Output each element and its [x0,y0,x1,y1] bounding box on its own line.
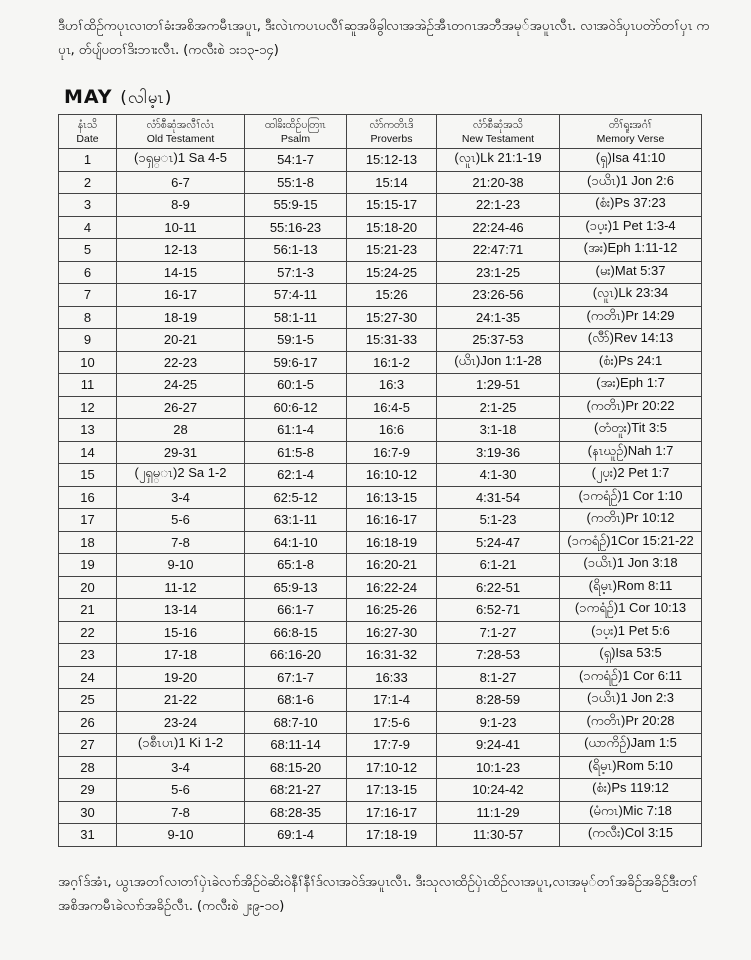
cell-proverbs: 16:31-32 [347,644,437,667]
cell-memory-verse: (၁ယိၤ)1 Jon 2:6 [560,171,702,194]
cell-old-testament: 7-8 [117,531,245,554]
cell-old-testament: 26-27 [117,396,245,419]
cell-memory-verse: (၁ပ့း)1 Pet 5:6 [560,621,702,644]
cell-date: 4 [59,216,117,239]
cell-date: 15 [59,464,117,487]
table-row [59,194,702,217]
month-heading [64,86,172,112]
cell-new-testament: 3:1-18 [437,419,560,442]
cell-old-testament: 19-20 [117,666,245,689]
cell-old-testament: 5-6 [117,779,245,802]
cell-new-testament: (ယိၤ)Jon 1:1-28 [437,351,560,374]
cell-memory-verse: (ရှ)Isa 41:10 [560,149,702,172]
header-psalm [245,115,347,149]
cell-proverbs: 15:12-13 [347,149,437,172]
cell-memory-verse: (မံကၤ)Mic 7:18 [560,801,702,824]
cell-date: 7 [59,284,117,307]
table-row [59,509,702,532]
cell-new-testament: 10:1-23 [437,756,560,779]
cell-proverbs: 17:18-19 [347,824,437,847]
cell-new-testament: 7:28-53 [437,644,560,667]
cell-new-testament: 2:1-25 [437,396,560,419]
cell-psalm: 64:1-10 [245,531,347,554]
cell-new-testament: 7:1-27 [437,621,560,644]
cell-psalm: 65:1-8 [245,554,347,577]
header-new-testament [437,115,560,149]
cell-new-testament: 24:1-35 [437,306,560,329]
cell-memory-verse: (ကလီး)Col 3:15 [560,824,702,847]
cell-psalm: 66:1-7 [245,599,347,622]
cell-memory-verse: (လီာ်)Rev 14:13 [560,329,702,352]
table-header-row [59,115,702,149]
cell-new-testament: 5:24-47 [437,531,560,554]
table-row [59,329,702,352]
cell-old-testament: (၂ရှမ္ၤ)2 Sa 1-2 [117,464,245,487]
cell-new-testament: 22:24-46 [437,216,560,239]
cell-old-testament: 9-10 [117,824,245,847]
cell-old-testament: 23-24 [117,711,245,734]
cell-new-testament: 4:31-54 [437,486,560,509]
cell-old-testament: 20-21 [117,329,245,352]
cell-psalm: 60:6-12 [245,396,347,419]
header-old-testament-english: Old Testament [146,132,215,145]
closing-paragraph: အဂ့ၢ်ဒ်အံၤ, ယွၤအတၢ်လၢတၢ်ပှဲၤခဲလၢာ်အိဉ်ဝဲဆိးဝဲနီၢ်နီၢ်ဒ်လၢအဝဲဒ်အပူၤလီၤ. ဒီးသုလၢထိဉ်ပှဲၤထိဉ်လၢအပူၤ,လၢအမု်တၢ်အခိဉ်အခိဉ်ဒီးတၢ် အစိအကမီၤခဲလၢာ်အခိဉ်လီၤ. (ကလီးစဲ ၂း၉-၁၀) [58,874,698,914]
cell-new-testament: 4:1-30 [437,464,560,487]
cell-old-testament: 8-9 [117,194,245,217]
cell-new-testament: 21:20-38 [437,171,560,194]
table-body [59,149,702,847]
cell-new-testament: 1:29-51 [437,374,560,397]
cell-memory-verse: (၁ယိၤ)1 Jon 2:3 [560,689,702,712]
header-old-testament [117,115,245,149]
cell-psalm: 68:7-10 [245,711,347,734]
table-row [59,531,702,554]
cell-date: 23 [59,644,117,667]
cell-proverbs: 16:16-17 [347,509,437,532]
cell-new-testament: 9:24-41 [437,734,560,757]
cell-date: 24 [59,666,117,689]
cell-new-testament: (လူၤ)Lk 21:1-19 [437,149,560,172]
cell-date: 18 [59,531,117,554]
cell-date: 13 [59,419,117,442]
table-row [59,621,702,644]
cell-proverbs: 16:10-12 [347,464,437,487]
cell-proverbs: 17:13-15 [347,779,437,802]
header-psalm-english: Psalm [280,132,311,145]
cell-proverbs: 16:3 [347,374,437,397]
header-date [59,115,117,149]
cell-psalm: 60:1-5 [245,374,347,397]
cell-old-testament: 18-19 [117,306,245,329]
intro-paragraph: ဒီဟၢ်ထိဉ်ကပုၤလၢတၢ်ခံးအစိအကမီၤအပူၤ, ဒီးလဲၤကပၤပလီၢ်ဆူအဖိခွါလၢအအဲဉ်အီၤတဂၤအဘီအမု်အပူၤလီၤ. လၢအဝဲဒ်ပှၤပတဲာ်တၢ်ပှၤ ကပုၤ, တ်ပျ်ပတၢ်ဒိးဘၢးလီၤ. (ကလီးစဲ ၁း၁၃-၁၄) [58,18,710,58]
cell-memory-verse: (ကတိၤ)Pr 20:22 [560,396,702,419]
cell-date: 1 [59,149,117,172]
cell-memory-verse: (လူၤ)Lk 23:34 [560,284,702,307]
table-row [59,239,702,262]
cell-proverbs: 17:10-12 [347,756,437,779]
cell-memory-verse: (ကတိၤ)Pr 20:28 [560,711,702,734]
cell-memory-verse: (အး)Eph 1:11-12 [560,239,702,262]
cell-date: 17 [59,509,117,532]
table-row [59,441,702,464]
cell-new-testament: 6:52-71 [437,599,560,622]
cell-proverbs: 15:26 [347,284,437,307]
cell-psalm: 62:1-4 [245,464,347,487]
cell-new-testament: 23:26-56 [437,284,560,307]
cell-memory-verse: (ယာကိဉ်)Jam 1:5 [560,734,702,757]
table-row [59,216,702,239]
header-date-english: Date [76,132,99,145]
header-new-testament-karen: လံာ်စီဆုံအသိ [472,118,523,131]
cell-date: 28 [59,756,117,779]
cell-psalm: 62:5-12 [245,486,347,509]
cell-memory-verse: (၁ပ့း)1 Pet 1:3-4 [560,216,702,239]
cell-date: 29 [59,779,117,802]
cell-proverbs: 16:27-30 [347,621,437,644]
cell-psalm: 61:5-8 [245,441,347,464]
month-name: MAY [64,86,113,108]
cell-psalm: 65:9-13 [245,576,347,599]
cell-new-testament: 10:24-42 [437,779,560,802]
cell-old-testament: 6-7 [117,171,245,194]
cell-date: 25 [59,689,117,712]
cell-psalm: 55:9-15 [245,194,347,217]
cell-old-testament: 7-8 [117,801,245,824]
cell-old-testament: 3-4 [117,756,245,779]
cell-new-testament: 6:1-21 [437,554,560,577]
cell-psalm: 56:1-13 [245,239,347,262]
cell-date: 12 [59,396,117,419]
cell-old-testament: 12-13 [117,239,245,262]
header-old-testament-karen: လံာ်စီဆုံအလီၢ်လံၤ [146,118,215,131]
cell-old-testament: (၁ရှမ္ၤ)1 Sa 4-5 [117,149,245,172]
cell-psalm: 59:1-5 [245,329,347,352]
cell-date: 16 [59,486,117,509]
table-row [59,486,702,509]
cell-psalm: 54:1-7 [245,149,347,172]
cell-date: 21 [59,599,117,622]
cell-old-testament: 29-31 [117,441,245,464]
cell-date: 14 [59,441,117,464]
header-psalm-karen: ထါခိးထိဉ်ပတြၢၤ [264,118,327,131]
cell-psalm: 55:1-8 [245,171,347,194]
cell-proverbs: 15:31-33 [347,329,437,352]
cell-date: 8 [59,306,117,329]
cell-new-testament: 23:1-25 [437,261,560,284]
cell-old-testament: 10-11 [117,216,245,239]
cell-new-testament: 22:47:71 [437,239,560,262]
table-row [59,554,702,577]
table-row [59,261,702,284]
table-row [59,711,702,734]
cell-memory-verse: (ကတိၤ)Pr 10:12 [560,509,702,532]
cell-psalm: 67:1-7 [245,666,347,689]
cell-new-testament: 8:28-59 [437,689,560,712]
cell-proverbs: 16:1-2 [347,351,437,374]
cell-memory-verse: (အး)Eph 1:7 [560,374,702,397]
cell-date: 6 [59,261,117,284]
cell-proverbs: 15:27-30 [347,306,437,329]
cell-new-testament: 11:1-29 [437,801,560,824]
table-row [59,824,702,847]
cell-date: 9 [59,329,117,352]
header-date-karen: နံၤသိ [77,118,98,131]
table-row [59,779,702,802]
table-row [59,374,702,397]
cell-memory-verse: (၁ယိၤ)1 Jon 3:18 [560,554,702,577]
cell-new-testament: 5:1-23 [437,509,560,532]
cell-psalm: 68:21-27 [245,779,347,802]
cell-date: 19 [59,554,117,577]
cell-psalm: 68:1-6 [245,689,347,712]
cell-proverbs: 16:33 [347,666,437,689]
cell-psalm: 58:1-11 [245,306,347,329]
cell-proverbs: 17:5-6 [347,711,437,734]
table-row [59,306,702,329]
table-row [59,396,702,419]
cell-memory-verse: (၁ကရံဉ်)1 Cor 6:11 [560,666,702,689]
cell-date: 31 [59,824,117,847]
cell-psalm: 61:1-4 [245,419,347,442]
cell-date: 3 [59,194,117,217]
cell-date: 30 [59,801,117,824]
cell-psalm: 69:1-4 [245,824,347,847]
cell-memory-verse: (စံး)Ps 37:23 [560,194,702,217]
cell-new-testament: 25:37-53 [437,329,560,352]
cell-new-testament: 6:22-51 [437,576,560,599]
cell-old-testament: 24-25 [117,374,245,397]
cell-proverbs: 15:15-17 [347,194,437,217]
cell-proverbs: 17:7-9 [347,734,437,757]
table-row [59,149,702,172]
cell-old-testament: 16-17 [117,284,245,307]
cell-new-testament: 22:1-23 [437,194,560,217]
header-proverbs [347,115,437,149]
cell-date: 27 [59,734,117,757]
cell-new-testament: 3:19-36 [437,441,560,464]
cell-proverbs: 16:25-26 [347,599,437,622]
cell-psalm: 66:8-15 [245,621,347,644]
cell-old-testament: 9-10 [117,554,245,577]
cell-proverbs: 16:7-9 [347,441,437,464]
cell-old-testament: (၁စီၤပၤ)1 Ki 1-2 [117,734,245,757]
cell-proverbs: 15:24-25 [347,261,437,284]
table-row [59,351,702,374]
cell-proverbs: 15:14 [347,171,437,194]
cell-proverbs: 16:22-24 [347,576,437,599]
cell-old-testament: 15-16 [117,621,245,644]
cell-psalm: 57:1-3 [245,261,347,284]
cell-old-testament: 28 [117,419,245,442]
header-memory-verse-english: Memory Verse [596,132,665,145]
cell-proverbs: 16:4-5 [347,396,437,419]
cell-date: 5 [59,239,117,262]
cell-memory-verse: (ကတိၤ)Pr 14:29 [560,306,702,329]
cell-old-testament: 13-14 [117,599,245,622]
cell-memory-verse: (နၤဃူဉ်)Nah 1:7 [560,441,702,464]
cell-psalm: 68:15-20 [245,756,347,779]
header-memory-verse [560,115,702,149]
cell-date: 11 [59,374,117,397]
cell-psalm: 59:6-17 [245,351,347,374]
table-row [59,734,702,757]
cell-old-testament: 3-4 [117,486,245,509]
cell-memory-verse: (စံး)Ps 24:1 [560,351,702,374]
cell-proverbs: 16:6 [347,419,437,442]
table-row [59,464,702,487]
header-new-testament-english: New Testament [461,132,535,145]
table-row [59,689,702,712]
cell-psalm: 63:1-11 [245,509,347,532]
cell-old-testament: 5-6 [117,509,245,532]
table-row [59,756,702,779]
header-memory-verse-karen: တိၢ်ရူးအဂံၢ် [608,118,653,131]
cell-memory-verse: (၁ကရံဉ်)1 Cor 1:10 [560,486,702,509]
cell-old-testament: 17-18 [117,644,245,667]
cell-memory-verse: (ရှ)Isa 53:5 [560,644,702,667]
cell-proverbs: 17:1-4 [347,689,437,712]
cell-memory-verse: (၁ကရံဉ်)1 Cor 10:13 [560,599,702,622]
table-row [59,576,702,599]
table-row [59,801,702,824]
cell-memory-verse: (ရိမ့ၤ)Rom 8:11 [560,576,702,599]
cell-proverbs: 16:18-19 [347,531,437,554]
table-row [59,419,702,442]
cell-old-testament: 21-22 [117,689,245,712]
reading-plan-table [58,114,702,847]
cell-memory-verse: (၁ကရံဉ်)1Cor 15:21-22 [560,531,702,554]
cell-memory-verse: (ရိမ့ၤ)Rom 5:10 [560,756,702,779]
cell-old-testament: 11-12 [117,576,245,599]
cell-memory-verse: (တံတူး)Tit 3:5 [560,419,702,442]
cell-psalm: 66:16-20 [245,644,347,667]
cell-old-testament: 14-15 [117,261,245,284]
month-name-karen: (လါမ့ၤ) [120,88,173,108]
cell-proverbs: 16:13-15 [347,486,437,509]
table-row [59,644,702,667]
cell-proverbs: 15:18-20 [347,216,437,239]
cell-memory-verse: (စံး)Ps 119:12 [560,779,702,802]
cell-date: 2 [59,171,117,194]
table-row [59,284,702,307]
header-proverbs-english: Proverbs [370,132,413,145]
cell-psalm: 68:11-14 [245,734,347,757]
cell-old-testament: 22-23 [117,351,245,374]
table-row [59,171,702,194]
table-row [59,599,702,622]
cell-memory-verse: (၂ပ့း)2 Pet 1:7 [560,464,702,487]
cell-psalm: 55:16-23 [245,216,347,239]
cell-new-testament: 9:1-23 [437,711,560,734]
table-row [59,666,702,689]
cell-date: 26 [59,711,117,734]
cell-proverbs: 15:21-23 [347,239,437,262]
cell-proverbs: 16:20-21 [347,554,437,577]
header-proverbs-karen: လံာ်ကတိၤဒိ [369,118,414,131]
cell-psalm: 57:4-11 [245,284,347,307]
cell-new-testament: 11:30-57 [437,824,560,847]
cell-new-testament: 8:1-27 [437,666,560,689]
cell-psalm: 68:28-35 [245,801,347,824]
cell-memory-verse: (မး)Mat 5:37 [560,261,702,284]
cell-proverbs: 17:16-17 [347,801,437,824]
cell-date: 22 [59,621,117,644]
cell-date: 10 [59,351,117,374]
cell-date: 20 [59,576,117,599]
